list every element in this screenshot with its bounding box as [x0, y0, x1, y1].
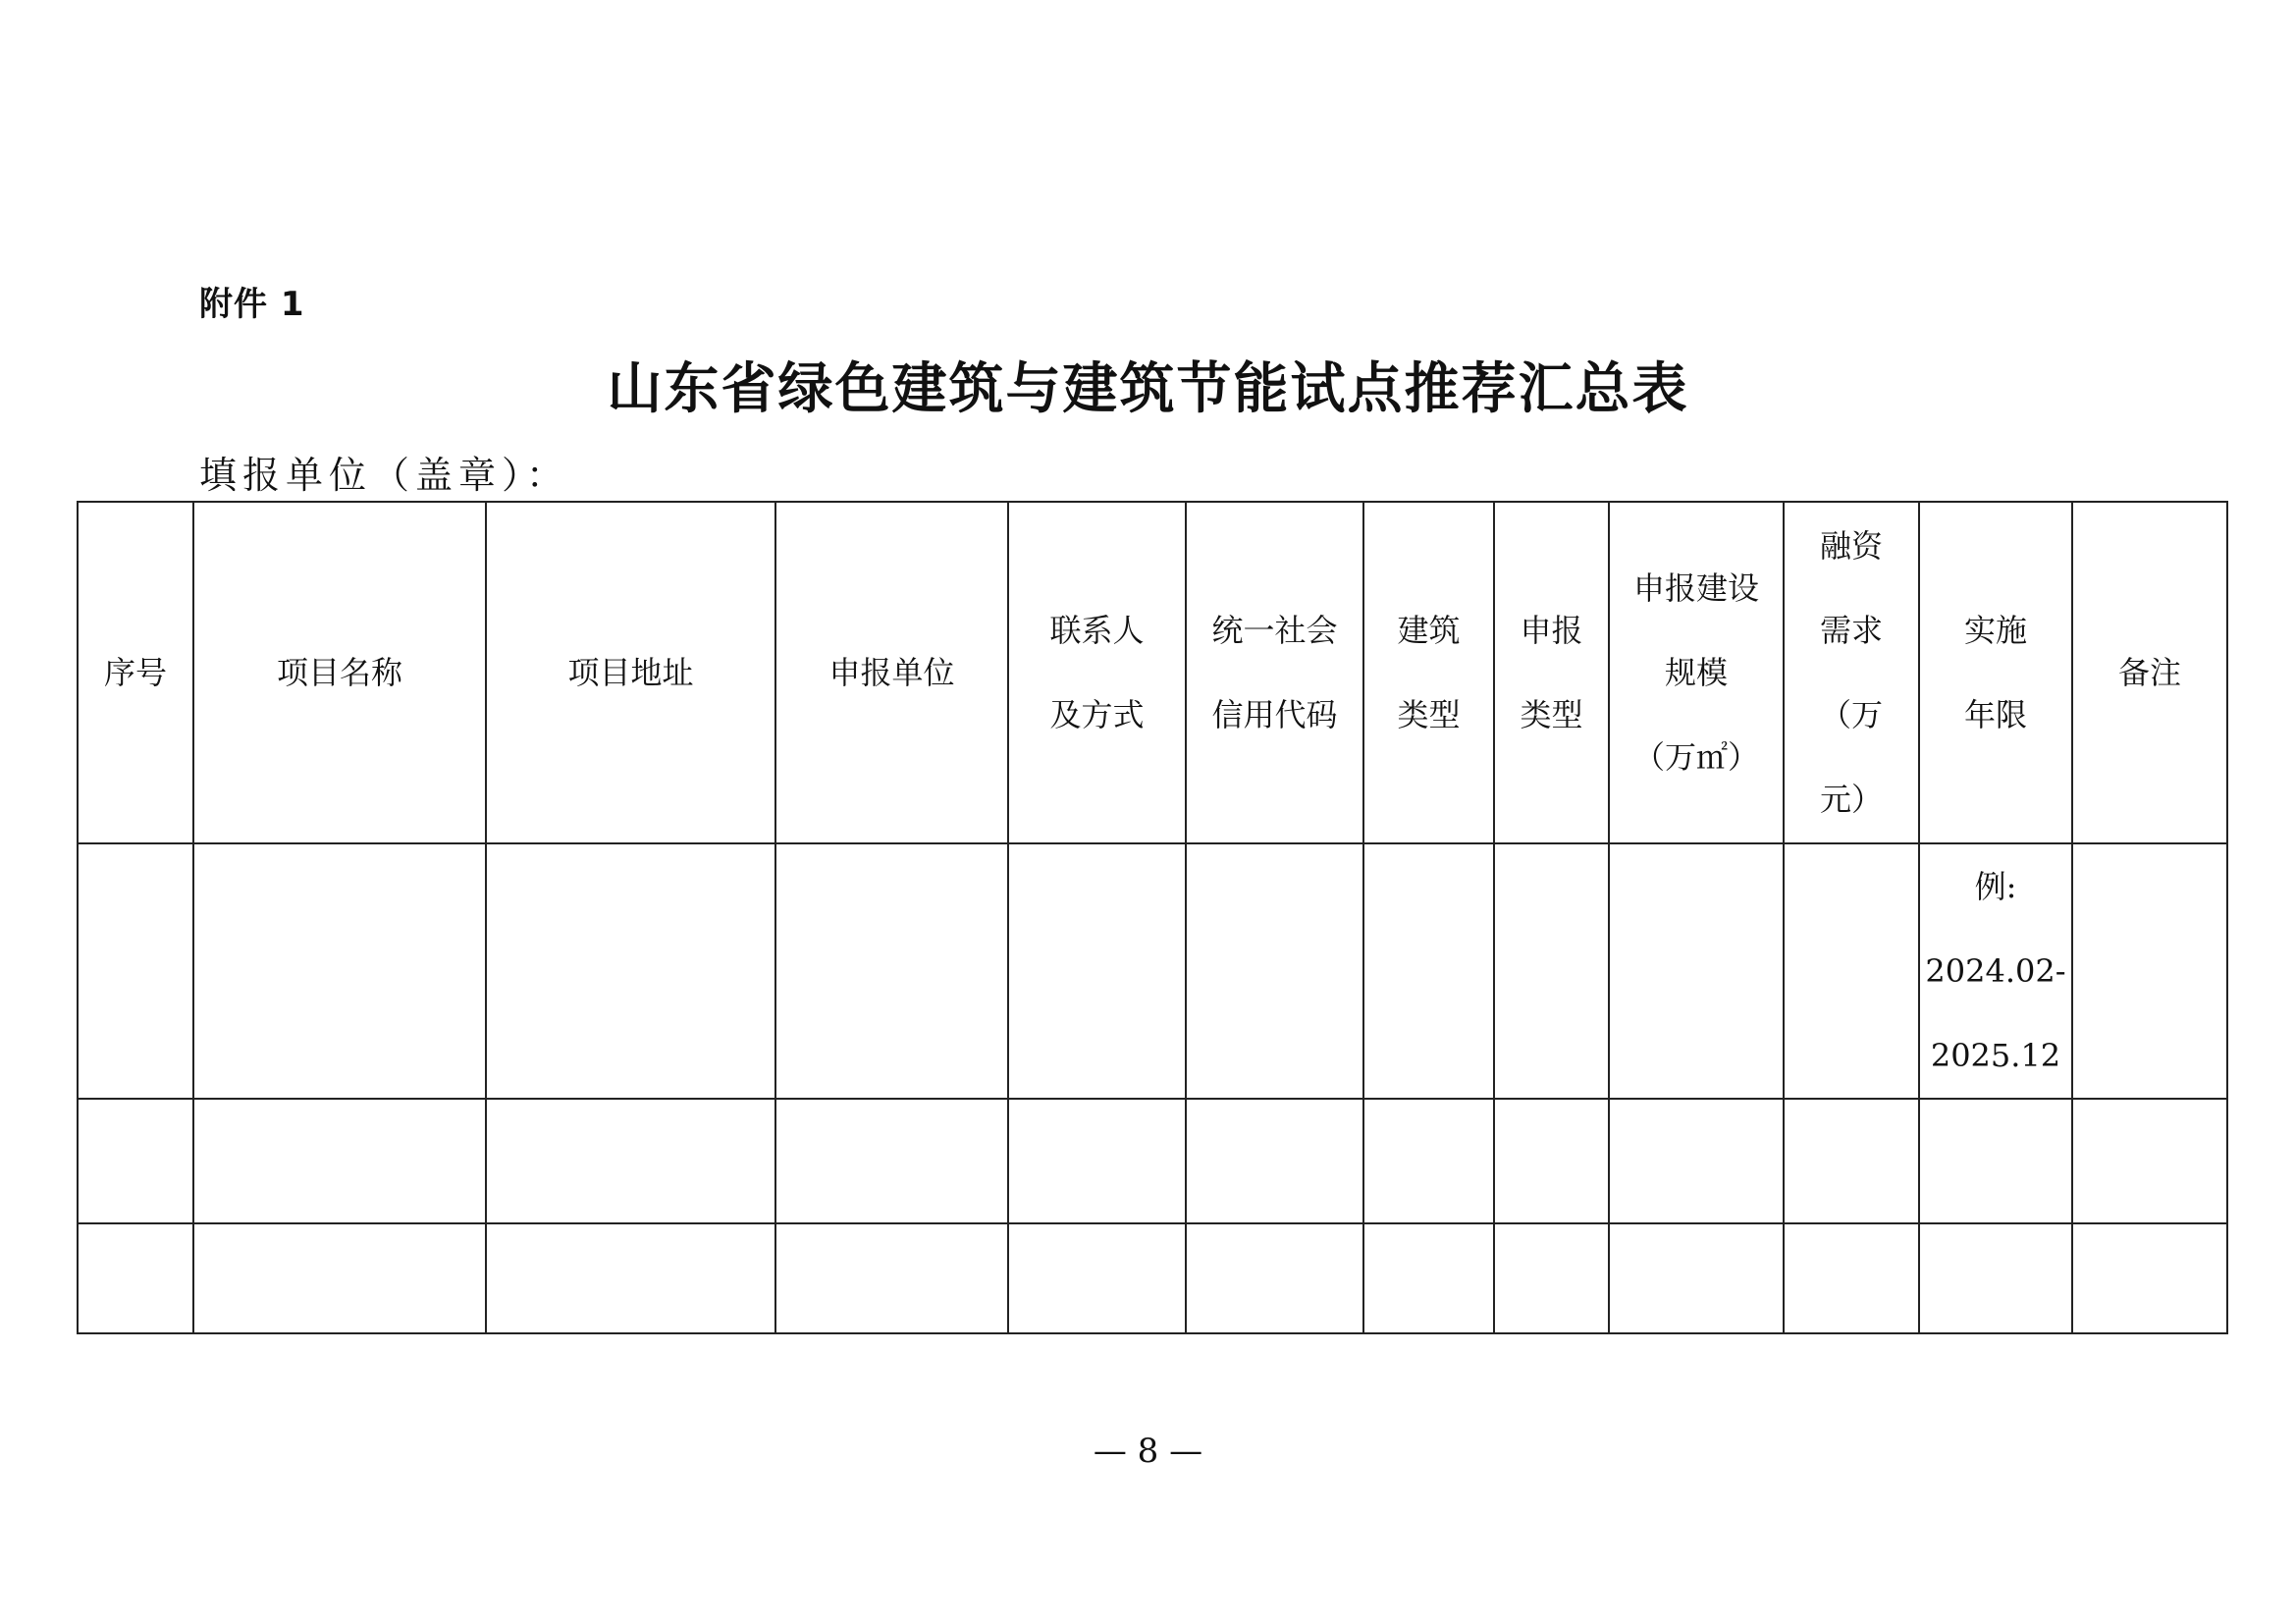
table-cell	[486, 1223, 775, 1333]
example-line: 2024.02-	[1925, 952, 2066, 990]
example-line: 例:	[1974, 868, 2017, 905]
header-implementation-period	[1919, 502, 2072, 843]
header-project-name	[193, 502, 486, 843]
table-cell	[486, 1099, 775, 1223]
header-financing-demand-line: 需求	[1819, 612, 1883, 649]
table-cell	[1919, 1223, 2072, 1333]
header-seq	[78, 502, 193, 843]
example-period-cell	[1919, 843, 2072, 1099]
header-applicant	[775, 502, 1008, 843]
header-row	[78, 502, 2227, 843]
table-row	[78, 1223, 2227, 1333]
table-row	[78, 1099, 2227, 1223]
header-building-type	[1363, 502, 1494, 843]
table-cell	[1919, 1099, 2072, 1223]
header-credit-code-line: 信用代码	[1211, 696, 1338, 733]
table-cell	[1363, 843, 1494, 1099]
table-cell	[2072, 1223, 2227, 1333]
header-credit-code	[1186, 502, 1363, 843]
table-cell	[2072, 843, 2227, 1099]
header-financing-demand-line: 元）	[1819, 781, 1883, 818]
table-cell	[193, 1099, 486, 1223]
header-project-address	[486, 502, 775, 843]
table-cell	[775, 1099, 1008, 1223]
table-row	[78, 843, 2227, 1099]
table-cell	[775, 843, 1008, 1099]
table-cell	[1494, 843, 1609, 1099]
table-cell	[1363, 1099, 1494, 1223]
header-implementation-period-line: 实施	[1963, 612, 2027, 649]
header-construction-scale-line: 规模	[1664, 654, 1728, 691]
table-cell	[193, 843, 486, 1099]
table-cell	[1363, 1223, 1494, 1333]
header-financing-demand	[1784, 502, 1919, 843]
header-credit-code-line: 统一社会	[1211, 612, 1338, 649]
header-building-type-line: 类型	[1397, 696, 1461, 733]
page-number: — 8 —	[1093, 1432, 1203, 1471]
table-cell	[1609, 843, 1784, 1099]
header-seq-line: 序号	[103, 654, 167, 691]
table-cell	[1008, 1099, 1186, 1223]
summary-table	[77, 501, 2228, 1334]
table-cell	[1494, 1099, 1609, 1223]
table-cell	[78, 1223, 193, 1333]
header-contact-line: 联系人	[1049, 612, 1145, 649]
table-cell	[1609, 1099, 1784, 1223]
header-financing-demand-line: （万	[1819, 696, 1883, 733]
header-implementation-period-line: 年限	[1963, 696, 2027, 733]
header-contact-line: 及方式	[1049, 696, 1145, 733]
filler-unit-label: 填报单位（盖章）：	[199, 454, 570, 497]
table-cell	[78, 1099, 193, 1223]
header-remarks-line: 备注	[2117, 654, 2181, 691]
table-cell	[1784, 1223, 1919, 1333]
table-cell	[1186, 843, 1363, 1099]
header-application-type-line: 类型	[1520, 696, 1583, 733]
table-cell	[78, 843, 193, 1099]
header-construction-scale-line: （万㎡）	[1632, 738, 1759, 776]
header-project-name-line: 项目名称	[276, 654, 402, 691]
table-cell	[775, 1223, 1008, 1333]
table-cell	[1186, 1223, 1363, 1333]
table-cell	[1186, 1099, 1363, 1223]
header-building-type-line: 建筑	[1397, 612, 1461, 649]
table-cell	[1494, 1223, 1609, 1333]
header-application-type	[1494, 502, 1609, 843]
header-financing-demand-line: 融资	[1819, 527, 1883, 565]
table-cell	[2072, 1099, 2227, 1223]
document-title: 山东省绿色建筑与建筑节能试点推荐汇总表	[607, 356, 1689, 421]
table-cell	[1609, 1223, 1784, 1333]
table-cell	[193, 1223, 486, 1333]
attachment-label: 附件 1	[199, 285, 305, 324]
table-cell	[1008, 1223, 1186, 1333]
header-project-address-line: 项目地址	[567, 654, 694, 691]
header-remarks	[2072, 502, 2227, 843]
header-application-type-line: 申报	[1520, 612, 1583, 649]
table-cell	[486, 843, 775, 1099]
header-construction-scale-line: 申报建设	[1632, 569, 1759, 607]
example-line: 2025.12	[1930, 1037, 2061, 1074]
header-construction-scale	[1609, 502, 1784, 843]
table-cell	[1784, 843, 1919, 1099]
header-contact	[1008, 502, 1186, 843]
table-cell	[1784, 1099, 1919, 1223]
table-cell	[1008, 843, 1186, 1099]
header-applicant-line: 申报单位	[828, 654, 955, 691]
